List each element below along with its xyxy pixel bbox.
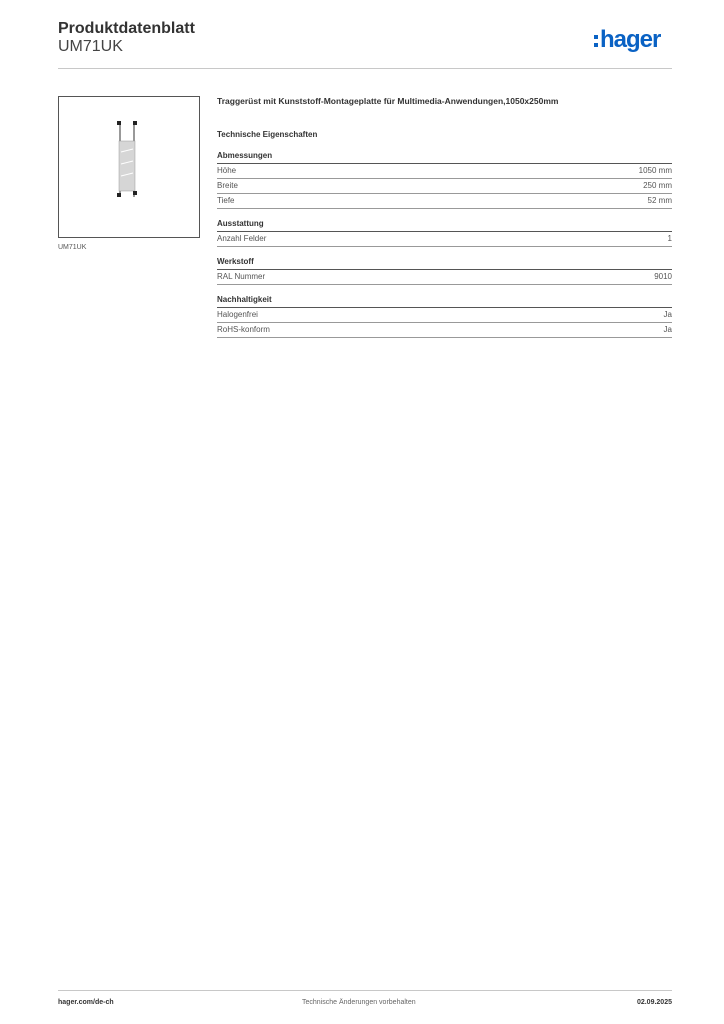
section-heading: Ausstattung	[217, 219, 264, 228]
product-code: UM71UK	[58, 38, 123, 55]
spec-value: 1	[667, 234, 672, 243]
section-sustainability	[217, 295, 672, 338]
spec-label: Höhe	[217, 166, 237, 175]
spec-value: 250 mm	[643, 181, 672, 190]
footer-website-link[interactable]: hager.com/de-ch	[58, 999, 114, 1006]
document-title: Produktdatenblatt	[58, 20, 195, 37]
spec-value: Ja	[663, 325, 672, 334]
logo-dots-icon	[594, 35, 598, 47]
spec-value: 1050 mm	[638, 166, 672, 175]
spec-label: Anzahl Felder	[217, 234, 267, 243]
spec-row	[217, 308, 672, 323]
section-dimensions	[217, 151, 672, 209]
spec-label: RoHS-konform	[217, 325, 270, 334]
hager-logo	[594, 28, 660, 52]
spec-value: 9010	[654, 272, 672, 281]
section-equipment	[217, 219, 672, 247]
mounting-frame-illustration	[59, 97, 199, 237]
section-heading: Abmessungen	[217, 151, 273, 160]
footer-notice: Technische Änderungen vorbehalten	[302, 999, 416, 1006]
spec-row	[217, 323, 672, 338]
spec-row	[217, 179, 672, 194]
spec-value: Ja	[663, 310, 672, 319]
section-heading: Nachhaltigkeit	[217, 295, 272, 304]
spec-label: Halogenfrei	[217, 310, 258, 319]
section-material	[217, 257, 672, 285]
spec-label: RAL Nummer	[217, 272, 266, 281]
spec-row	[217, 164, 672, 179]
spec-row	[217, 270, 672, 285]
spec-row	[217, 232, 672, 247]
product-details	[217, 95, 672, 338]
section-heading: Werkstoff	[217, 257, 254, 266]
spec-value: 52 mm	[647, 196, 672, 205]
technical-properties-title: Technische Eigenschaften	[217, 130, 318, 139]
image-caption: UM71UK	[58, 244, 87, 251]
footer-date: 02.09.2025	[636, 999, 672, 1006]
footer-divider	[58, 990, 672, 991]
product-description: Traggerüst mit Kunststoff-Montageplatte für Multimedia-Anwendungen,1050x250mm	[217, 96, 559, 106]
spec-label: Tiefe	[217, 196, 235, 205]
spec-label: Breite	[217, 181, 238, 190]
header-divider	[58, 68, 672, 69]
logo-text: hager	[600, 26, 661, 53]
product-image	[58, 96, 200, 238]
spec-row	[217, 194, 672, 209]
